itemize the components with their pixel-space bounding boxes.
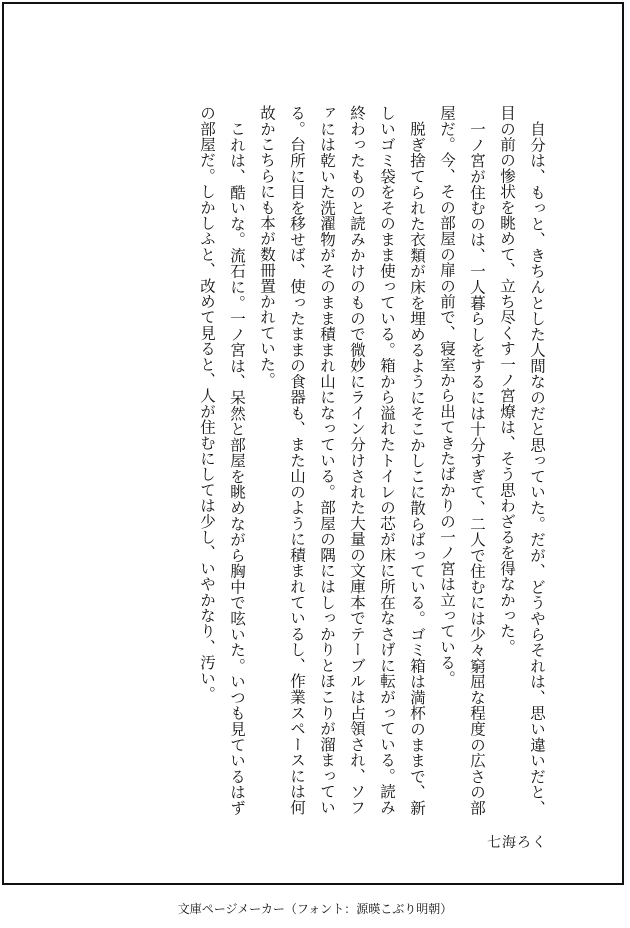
paragraph: 一ノ宮が住むのは、一人暮らしをするには十分すぎて、二人で住むには少々窮屈な程度の広さの部屋だ。今、その部屋の扉の前で、寝室から出てきたばかりの一ノ宮は立っている。 [438, 105, 486, 815]
footer-caption: 文庫ページメーカー（フォント：源暎こぶり明朝） [177, 902, 453, 916]
author-name: 七海ろく [487, 835, 547, 851]
paragraph: 自分は、もっと、きちんとした人間なのだと思っていた。だが、どうやらそれは、思い違いだと、目の前の惨状を眺めて、立ち尽くす一ノ宮燎は、そう思わざるを得なかった。 [498, 105, 546, 815]
page-frame [2, 2, 624, 885]
vertical-text-body [192, 105, 552, 815]
paragraph: これは、酷いな。流石に。一ノ宮は、呆然と部屋を眺めながら胸中で呟いた。いつも見ているはずの部屋だ。しかしふと、改めて見ると、人が住むにしては少し、いやかなり、汚い。 [198, 105, 246, 815]
paragraph: 脱ぎ捨てられた衣類が床を埋めるようにそこかしこに散らばっている。ゴミ箱は満杯のままで、新しいゴミ袋をそのまま使っている。箱から溢れたトイレの芯が床に所在なさげに転がっている。読み終わったものと読みかけのもので微妙にライン分けされた大量の文庫本でテーブルは占領され、ソファには乾いた洗濯物がそのまま積まれ山になっている。部屋の隅にはしっかりとほこりが溜まっている。台所に目を移せば、使ったままの食器も、また山のように積まれているし、作業スペースには何故かこちらにも本が数冊置かれていた。 [258, 105, 426, 815]
